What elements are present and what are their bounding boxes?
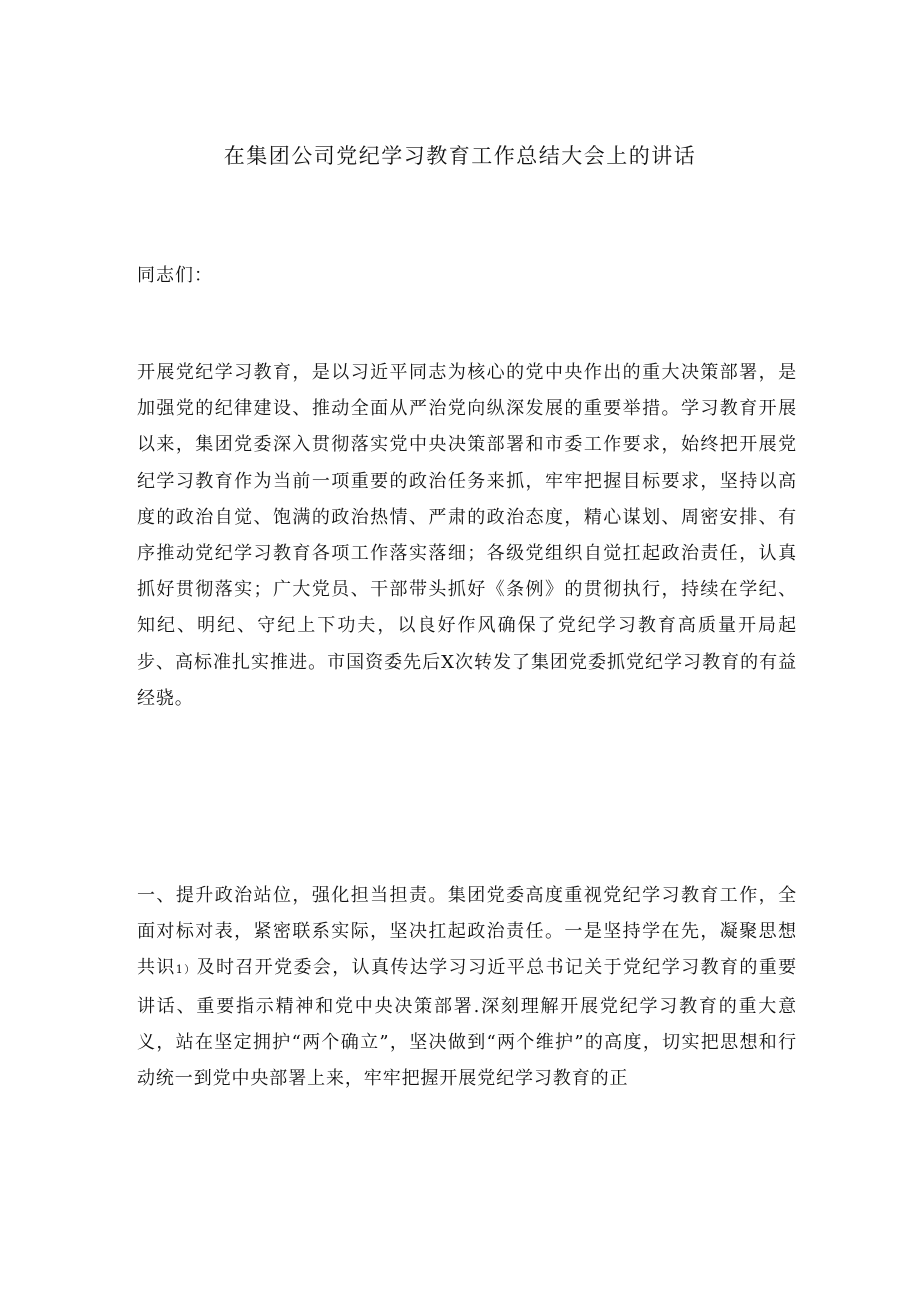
document-title: 在集团公司党纪学习教育工作总结大会上的讲话 — [223, 144, 697, 168]
paragraph-section-1 — [137, 878, 797, 1097]
section-1-text-start: 一、提升政治站位，强化担当担责。集团党委高度重视党纪学习教育工作，全面对标对表，紧密联系实际，坚决扛起政治责任。一是坚持学在先，凝聚思想共识 — [137, 885, 797, 979]
salutation: 同志们： — [137, 265, 213, 286]
section-1-text-end: 及时召开党委会，认真传达学习习近平总书记关于党纪学习教育的重要讲话、重要指示精神和党中央决策部署.深刻理解开展党纪学习教育的重大意义，站在坚定拥护“两个确立”，坚决做到“两个维护”的高度，切实把思想和行动统一到党中央部署上来，牢牢把握开展党纪学习教育的正 — [137, 957, 797, 1090]
paragraph-intro: 开展党纪学习教育，是以习近平同志为核心的党中央作出的重大决策部署，是加强党的纪律建设、推动全面从严治党向纵深发展的重要举措。学习教育开展以来，集团党委深入贯彻落实党中央决策部署和市委工作要求，始终把开展党纪学习教育作为当前一项重要的政治任务来抓，牢牢把握目标要求，坚持以高度的政治自觉、饱满的政治热情、严肃的政治态度，精心谋划、周密安排、有序推动党纪学习教育各项工作落实落细；各级党组织自觉扛起政治责任，认真抓好贯彻落实；广大党员、干部带头抓好《条例》的贯彻执行，持续在学纪、知纪、明纪、守纪上下功夫，以良好作风确保了党纪学习教育高质量开局起步、高标准扎实推进。市国资委先后X次转发了集团党委抓党纪学习教育的有益经骁。 — [137, 362, 797, 709]
footnote-mark: 1） — [175, 963, 197, 977]
